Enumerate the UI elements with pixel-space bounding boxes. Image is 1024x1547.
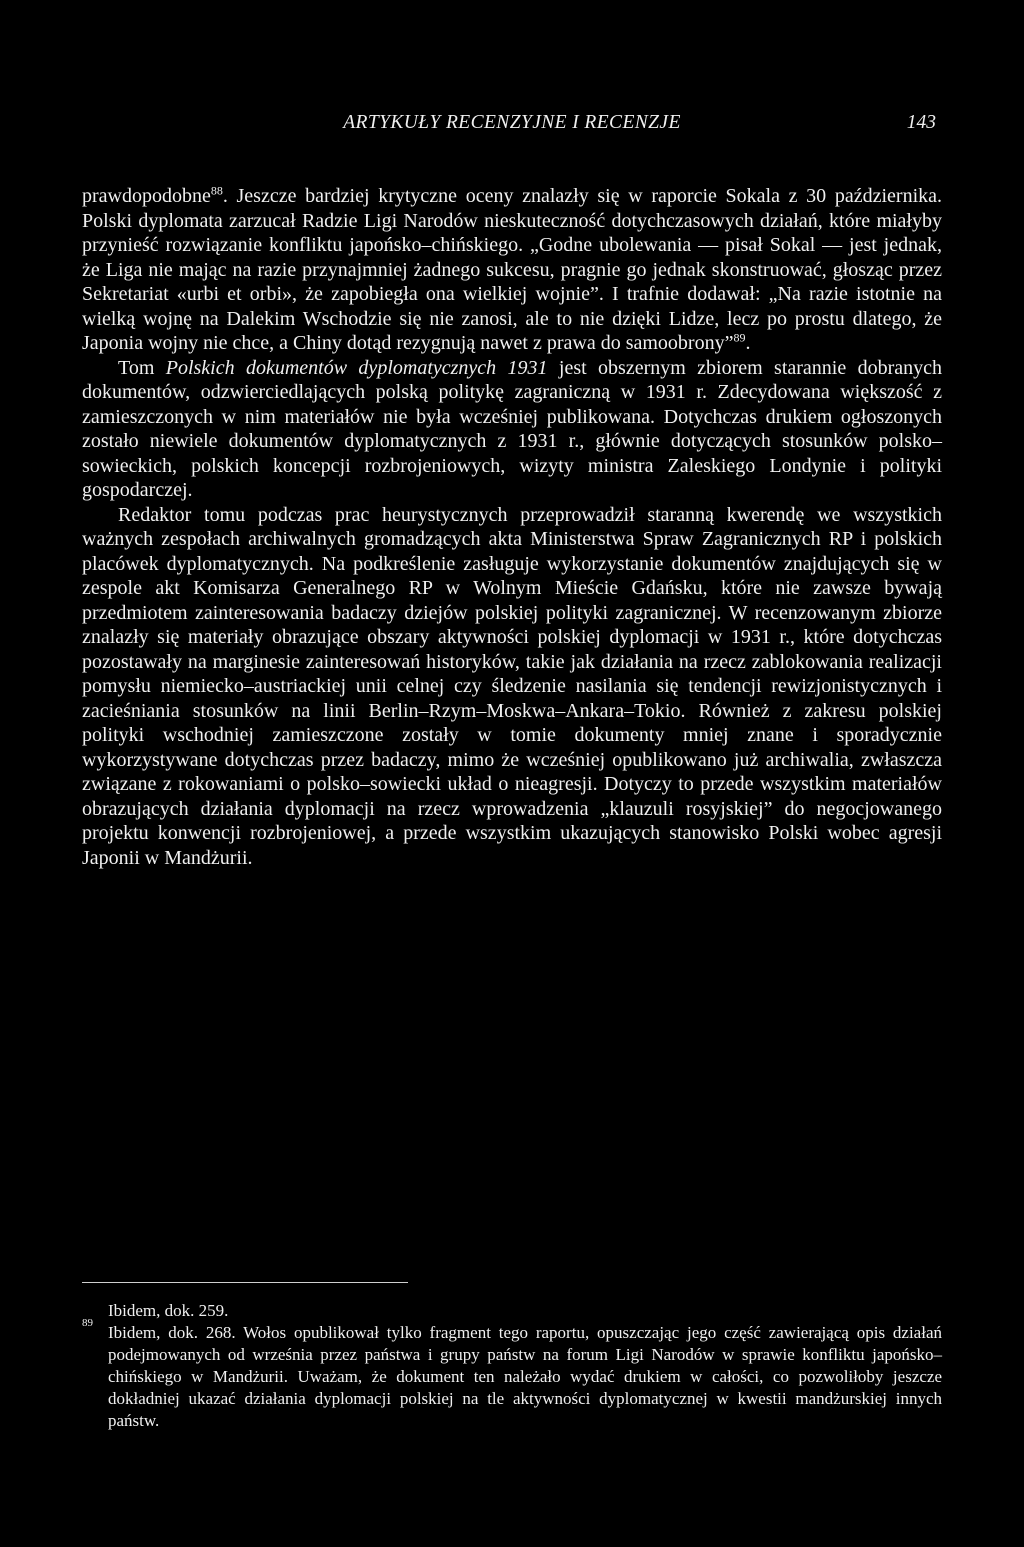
paragraph-2 [82,356,942,503]
footnote-88-text: Ibidem, dok. 259. [108,1301,229,1320]
running-head [82,112,942,140]
footnote-ref-88[interactable]: 88 [210,183,223,198]
footnote-89-text: Ibidem, dok. 268. Wołos opublikował tylko fragment tego raportu, opuszczając jego część zawierającą opis działań podejmowanych od września przez państwa i grupy państw na forum Ligi Narodów w sprawie konfliktu japońsko–chińskiego w Mandżurii. Uważam, że dokument ten należało wydać drukiem w całości, co pozwoliłoby jeszcze dokładniej ukazać działania dyplomacji polskiej na tle aktywności dyplomatycznej w kwestii mandżurskiej innych państw. [108,1323,942,1430]
paragraph-2-text: jest obszernym zbiorem starannie dobranych dokumentów, odzwierciedlających polską politykę zagraniczną w 1931 r. Zdecydowana większość z zamieszczonych w nim materiałów nie była wcześniej publikowana. Dotychczas drukiem ogłoszonych zostało niewiele dokumentów dyplomatycznych z 1931 r., głównie dotyczących stosunków polsko–sowieckich, polskich koncepcji rozbrojeniowych, wizyty ministra Zaleskiego Londynie i polityki gospodarczej. [82,356,943,501]
paragraph-1-text-a: prawdopodobne [82,185,211,207]
book-title: Polskich dokumentów dyplomatycznych 1931 [165,356,548,379]
paragraph-1 [82,184,942,356]
footnote-89 [82,1317,942,1432]
paragraph-2-lead: Tom [118,356,166,379]
footnote-89-marker: 89 [82,1317,93,1329]
footnotes [82,1300,942,1432]
page-number: 143 [906,112,936,133]
footnote-88 [82,1300,942,1322]
paragraph-1-text-c: . [745,332,751,354]
paragraph-3: Redaktor tomu podczas prac heurystycznych przeprowadził staranną kwerendę we wszystkich ważnych zespołach archiwalnych gromadzących akta Ministerstwa Spraw Zagranicznych RP i polskich placówek dyplomatycznych. Na podkreślenie zasługuje wykorzystanie dokumentów znajdujących się w zespole akt Komisarza Generalnego RP w Wolnym Mieście Gdańsku, które nie zawsze bywają przedmiotem zainteresowania badaczy dziejów polskiej polityki zagranicznej. W recenzowanym zbiorze znalazły się materiały obrazujące obszary aktywności polskiej dyplomacji w 1931 r., które dotychczas pozostawały na marginesie zainteresowań historyków, takie jak działania na rzecz zablokowania realizacji pomysłu niemiecko–austriackiej unii celnej czy śledzenie nasilania się tendencji rewizjonistycznych i zacieśniania stosunków na linii Berlin–Rzym–Moskwa–Ankara–Tokio. Również z zakresu polskiej polityki wschodniej zamieszczone zostały w tomie dokumenty mniej znane i sporadycznie wykorzystywane dotychczas przez badaczy, mimo że wcześniej opublikowano już archiwalia, zwłaszcza związane z rokowaniami o polsko–sowiecki układ o nieagresji. Dotyczy to przede wszystkim materiałów obrazujących działania dyplomacji na rzecz wprowadzenia „klauzuli rosyjskiej” do negocjowanego projektu konwencji rozbrojeniowej, a przede wszystkim ukazujących stanowisko Polski wobec agresji Japonii w Mandżurii. [82,503,942,869]
paragraph-1-text-b: . Jeszcze bardziej krytyczne oceny znalazły się w raporcie Sokala z 30 października. Polski dyplomata zarzucał Radzie Ligi Narodów nieskuteczność dotychczasowych działań, które miałyby przynieść rozwiązanie konfliktu japońsko–chińskiego. „Godne ubolewania — pisał Sokal — jest jednak, że Liga nie mając na razie przynajmniej żadnego sukcesu, pragnie go jednak skonstruować, głosząc przez Sekretariat «urbi et orbi», że zapobiegła ona wielkiej wojnie”. I trafnie dodawał: „Na razie istotnie na wielką wojnę na Dalekim Wschodzie się nie zanosi, ale to nie dzięki Lidze, lecz po prostu dlatego, że Japonia wojny nie chce, a Chiny dotąd rezygnują nawet z prawa do samoobrony” [82,185,942,354]
running-title: ARTYKUŁY RECENZYJNE I RECENZJE [343,112,681,133]
body-text [82,184,942,870]
footnote-ref-89[interactable]: 89 [733,330,746,345]
footnote-separator [82,1282,408,1283]
